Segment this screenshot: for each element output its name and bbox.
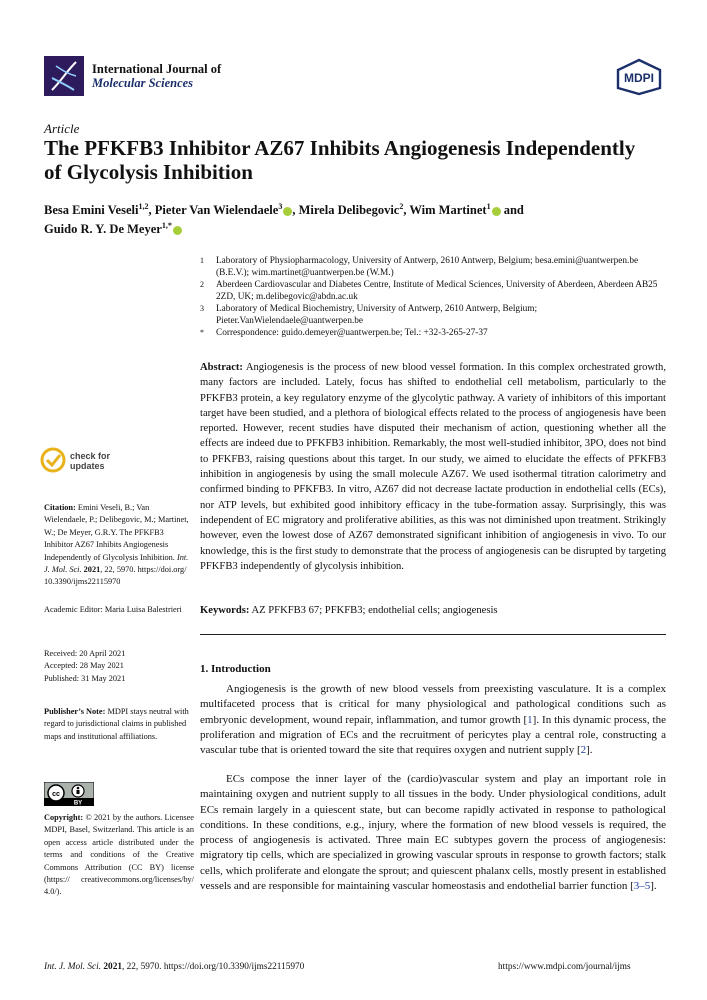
citation-rest: , 22, 5970. https://doi.org/ 10.3390/ijms22115970 [44, 565, 187, 587]
journal-name-line1: International Journal of [92, 62, 222, 76]
affiliation-item [200, 255, 670, 279]
check-for-updates-button[interactable] [70, 451, 110, 471]
cc-by-license-icon[interactable] [44, 782, 94, 806]
affiliation-number: 3 [200, 304, 204, 313]
affiliation-number: 1 [200, 256, 204, 265]
footer-volume-info[interactable]: , 22, 5970. https://doi.org/10.3390/ijms22115970 [121, 962, 305, 972]
author-name: Besa Emini Veseli [44, 203, 139, 218]
copyright-text: © 2021 by the authors. Licensee MDPI, Basel, Switzerland. This article is an open access article distributed under the terms and conditions of the Creative Commons Attribution (CC BY) license (https:// creativecommons.org/licenses/by/ 4.0/). [44, 813, 194, 897]
svg-text:BY: BY [73, 800, 83, 806]
abstract-label: Abstract: [200, 362, 243, 373]
footer-year: 2021 [103, 962, 122, 972]
abstract [200, 360, 666, 574]
authors-connector: and [503, 203, 524, 218]
author-list: Besa Emini Veseli$^{1,2}$, Pieter Van Wielendaele$^3$ , Mirela Delibegovic$^2$, Wim Martinet$^1$ and Guido R. Y. De Meyer$^{1,*}$ [44, 202, 524, 237]
citation-link[interactable]: 1 [527, 713, 533, 726]
abstract-text: Angiogenesis is the process of new blood vessel formation. In this complex orchestrated growth, many factors are included. Lately, focus has shifted to endothelial cell metabolism, particularly to the PFKFB3 protein, a key regulatory enzyme of the glycolytic pathway. A variety of inhibitors of this important target have been studied, and a plethora of biological effects related to the process of angiogenesis have been reported. However, recent studies have disputed their mechanism of action, questioning whether all the effects are indeed due to PFKFB3 inhibition. Remarkably, the most well-studied inhibitor, 3PO, does not bind to PFKFB3, raising questions about this target. In our study, we aimed to elucidate the effects of PFKFB3 inhibition in angiogenesis by using the small molecule AZ67. We used isothermal titration calorimetry and confirmed binding to PFKFB3. In vitro, AZ67 did not decrease lactate production in endothelial cells (ECs), nor ATP levels, but exhibited good inhibitory efficacy in the tube-formation assay. Surprisingly, this was independent of EC migratory and proliferative abilities, as this was not diminished upon treatment. Strikingly however, even the lowest dose of AZ67 demonstrated significant inhibition of angiogenesis in vivo. To our knowledge, this is the first study to demonstrate that the process of angiogenesis can be disrupted by targeting PFKFB3 independently of glycolysis inhibition. [200, 362, 666, 572]
author-name: Guido R. Y. De Meyer [44, 222, 162, 237]
affiliation-number: 2 [200, 280, 204, 289]
paragraph-text: ]. In this dynamic process, the proliferation and migration of ECs and the recruitment of pericytes play a central role, constructing a vascular tube that is oriented toward the site that requires oxygen and nutrient supply [ [200, 713, 666, 757]
footer-journal: Int. J. Mol. Sci. [44, 962, 102, 972]
affiliations [200, 255, 670, 339]
article-title: The PFKFB3 Inhibitor AZ67 Inhibits Angiogenesis Independently of Glycolysis Inhibition [44, 136, 636, 184]
citation-range-dash: – [639, 880, 645, 893]
publisher-note-text: MDPI stays neutral with regard to jurisdictional claims in published maps and institutional affiliations. [44, 707, 189, 741]
intro-paragraph-2 [200, 772, 666, 894]
publication-dates [44, 648, 194, 685]
author-affiliation-number: 1,2 [138, 202, 149, 211]
affiliation-item [200, 327, 670, 339]
author-affiliation-number: 1 [486, 202, 491, 211]
citation-label: Citation: [44, 503, 76, 512]
copyright-label: Copyright: [44, 813, 84, 822]
svg-text:cc: cc [52, 791, 60, 798]
affiliation-text: Laboratory of Medical Biochemistry, University of Antwerp, 2610 Antwerp, Belgium; Pieter.VanWielendaele@uantwerpen.be [216, 304, 538, 326]
received-date: Received: 20 April 2021 [44, 649, 126, 658]
affiliation-item [200, 303, 670, 327]
citation-journal: Int. J. Mol. Sci. [44, 552, 189, 575]
journal-logo-icon [44, 56, 84, 96]
intro-paragraph-1 [200, 682, 666, 758]
keywords-label: Keywords: [200, 605, 250, 616]
author-name: Pieter Van Wielendaele [154, 203, 279, 218]
mdpi-logo-text: MDPI [624, 71, 654, 85]
citation-text: Emini Veseli, B.; Van Wielendaele, P.; Delibegovic, M.; Martinet, W.; De Meyer, G.R.Y. The PFKFB3 Inhibitor AZ67 Inhibits Angiogenesis Independently of Glycolysis Inhibition. [44, 503, 189, 562]
paragraph-text: ECs compose the inner layer of the (cardio)vascular system and play an important role in maintaining oxygen and nutrient supply to all tissues in the body. Under physiological conditions, adult ECs remain largely in a quiescent state, but can become rapidly activated in response to pathological conditions. In these conditions, e.g., injury, where the formation of new blood vessels is required, the process of angiogenesis is activated. Three main EC subtypes govern the process of angiogenesis: migratory tip cells, which are specialized in growing vascular sprouts in response to growth factors; stalk cells, which proliferate and elongate the sprout; and quiescent phalanx cells, mostly present in established vessels and are responsible for maintaining vascular homeostasis and endothelial barrier function [ [200, 773, 666, 893]
footer-citation [44, 962, 304, 972]
citation-link[interactable]: 2 [580, 744, 587, 757]
check-for-updates-icon[interactable] [40, 447, 70, 473]
author-name: Wim Martinet [409, 203, 487, 218]
mdpi-logo-icon [614, 58, 664, 96]
article-type: Article [44, 121, 80, 136]
publisher-note-label: Publisher’s Note: [44, 707, 106, 716]
keywords [200, 603, 666, 618]
author-affiliation-number: 1,* [161, 221, 172, 231]
paragraph-text: Angiogenesis is the growth of new blood vessels from preexisting vasculature. It is a complex multifaceted process that is critical for many physiological and pathological conditions such as embryonic development, wound repair, inflammation, and tumor growth [ [200, 683, 666, 726]
publisher-note [44, 706, 194, 743]
academic-editor: Academic Editor: Maria Luisa Balestrieri [44, 605, 182, 614]
affiliation-item [200, 279, 670, 303]
check-for-updates-line2: updates [70, 461, 105, 471]
citation-link[interactable]: 5 [644, 880, 651, 893]
citation-block [44, 502, 194, 589]
orcid-icon[interactable] [283, 207, 292, 216]
orcid-icon[interactable] [492, 207, 501, 216]
published-date: Published: 31 May 2021 [44, 673, 126, 683]
section-divider [200, 634, 666, 635]
affiliation-text: Correspondence: guido.demeyer@uantwerpen.be; Tel.: +32-3-265-27-37 [216, 328, 488, 338]
citation-year: 2021 [83, 565, 101, 575]
accepted-date: Accepted: 28 May 2021 [44, 661, 124, 671]
author-affiliation-number: 3 [278, 202, 283, 211]
journal-name [92, 62, 221, 90]
citation-link[interactable]: 3 [633, 880, 640, 893]
footer-journal-url[interactable]: https://www.mdpi.com/journal/ijms [498, 962, 631, 972]
paragraph-text: ]. [586, 744, 593, 757]
keywords-text: AZ PFKFB3 67; PFKFB3; endothelial cells; angiogenesis [251, 605, 498, 616]
author-affiliation-number: 2 [399, 202, 404, 211]
orcid-icon[interactable] [173, 226, 182, 235]
copyright-block [44, 812, 194, 899]
affiliation-text: Aberdeen Cardiovascular and Diabetes Centre, Institute of Medical Sciences, University of Aberdeen, Aberdeen AB25 2ZD, UK; m.delibegovic@abdn.ac.uk [216, 280, 658, 302]
section-heading: 1. Introduction [200, 663, 271, 675]
affiliation-text: Laboratory of Physiopharmacology, University of Antwerp, 2610 Antwerp, Belgium; besa.emini@uantwerpen.be (B.E.V.); wim.martinet@uantwerpen.be (W.M.) [216, 256, 639, 278]
check-for-updates-line1: check for [70, 451, 111, 461]
paragraph-text: ]. [650, 880, 657, 893]
affiliation-number: * [200, 328, 204, 337]
author-name: Mirela Delibegovic [298, 203, 400, 218]
journal-name-line2: Molecular Sciences [92, 76, 194, 90]
